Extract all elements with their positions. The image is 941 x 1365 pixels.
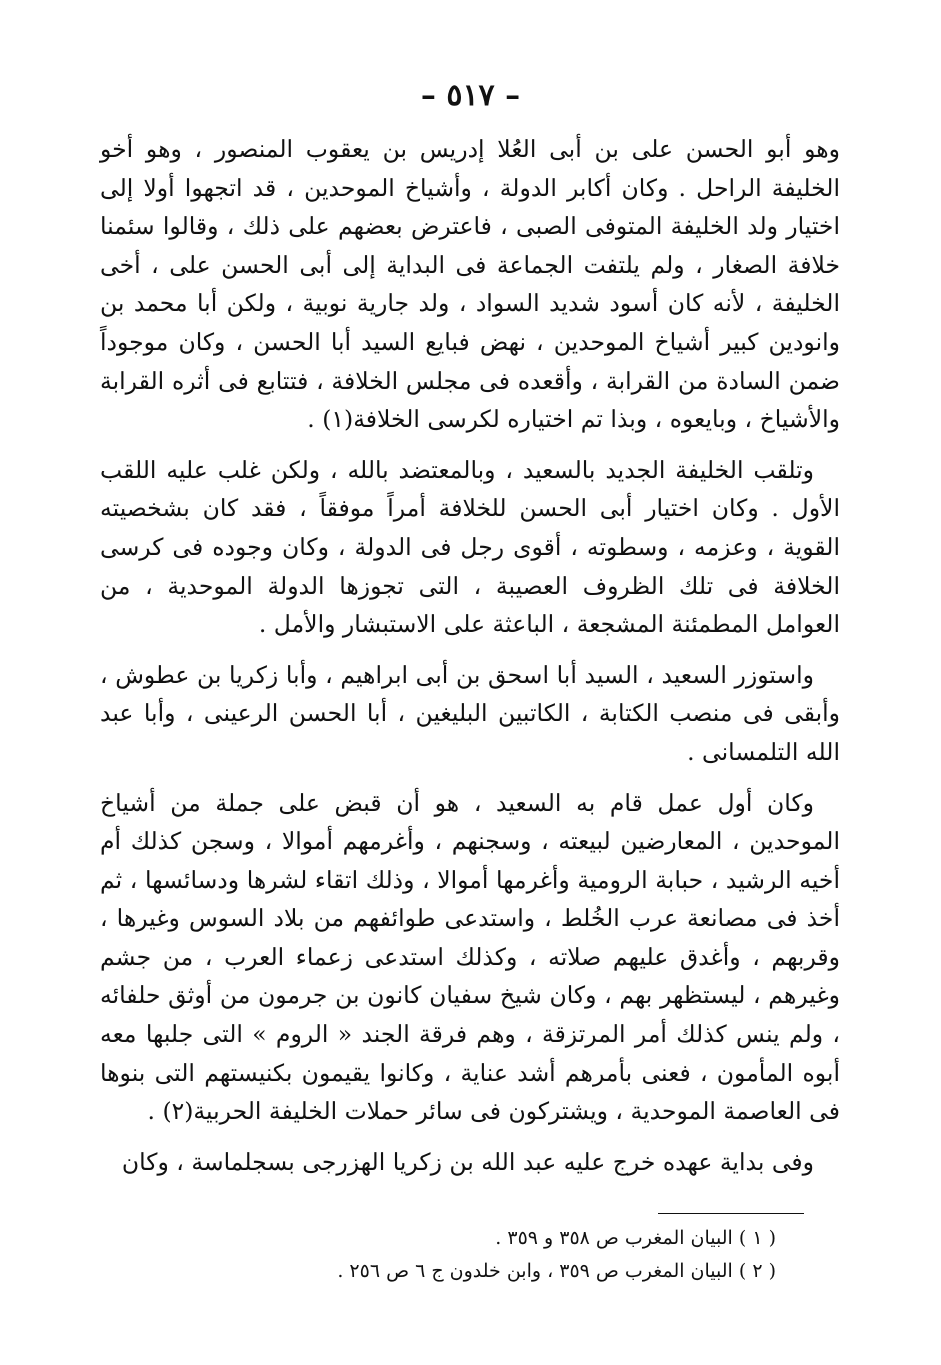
paragraph-2: وتلقب الخليفة الجديد بالسعيد ، وبالمعتضد بالله ، ولكن غلب عليه اللقب الأول . وكان اختيار أبى الحسن للخلافة أمراً موفقاً ، فقد كان بشخصيته القوية ، وعزمه ، وسطوته ، أقوى رجل فى الدولة ، وكان وجوده فى كرسى الخلافة فى تلك الظروف العصيبة ، التى تجوزها الدولة الموحدية ، من العوامل المطمئنة المشجعة ، الباعثة على الاستبشار والأمل . xyxy=(100,455,840,639)
paragraph-3: واستوزر السعيد ، السيد أبا اسحق بن أبى ابراهيم ، وأبا زكريا بن عطوش ، وأبقى فى منصب الكتابة ، الكاتبين البليغين ، أبا الحسن الرعينى ، وأبا عبد الله التلمسانى . xyxy=(100,660,840,766)
page-number: – ٥١٧ – xyxy=(420,78,521,113)
footnote-2: ( ٢ ) البيان المغرب ص ٣٥٩ ، وابن خلدون ج ٦ ص ٢٥٦ . xyxy=(337,1260,776,1282)
paragraph-1: وهو أبو الحسن على بن أبى العُلا إدريس بن يعقوب المنصور ، وهو أخو الخليفة الراحل . وكان أكابر الدولة ، وأشياخ الموحدين ، قد اتجهوا أولا إلى اختيار ولد الخليفة المتوفى الصبى ، فاعترض بعضهم على ذلك ، وقالوا سئمنا خلافة الصغار ، ولم يلتفت الجماعة فى البداية إلى أبى الحسن على ، أخى الخليفة ، لأنه كان أسود شديد السواد ، ولد جارية نوبية ، ولكن أبا محمد بن وانودين كبير أشياخ الموحدين ، نهض فبايع السيد أبا الحسن ، وكان موجوداً ضمن السادة من القرابة ، وأقعده فى مجلس الخلافة ، فتتابع فى أثره القرابة والأشياخ ، وبايعوه ، وبذا تم اختياره لكرسى الخلافة(١) . xyxy=(100,135,840,434)
footnotes xyxy=(180,1222,776,1288)
footnote-1: ( ١ ) البيان المغرب ص ٣٥٨ و ٣٥٩ . xyxy=(495,1227,776,1249)
body-text xyxy=(100,130,840,1193)
paragraph-5: وفى بداية عهده خرج عليه عبد الله بن زكريا الهزرجى بسجلماسة ، وكان xyxy=(121,1147,814,1176)
paragraph-4: وكان أول عمل قام به السعيد ، هو أن قبض على جملة من أشياخ الموحدين ، المعارضين لبيعته ، وسجنهم ، وأغرمهم أموالا ، وسجن كذلك أم أخيه الرشيد ، حبابة الرومية وأغرمها أموالا ، وذلك اتقاء لشرها ودسائسها ، ثم أخذ فى مصانعة عرب الخُلط ، واستدعى طوائفهم من بلاد السوس وغيرها ، وقربهم ، وأغدق عليهم صلاته ، وكذلك استدعى زعماء العرب ، من جشم وغيرهم ، ليستظهر بهم ، وكان شيخ سفيان كانون بن جرمون من أوثق حلفائه ، ولم ينس كذلك أمر المرتزقة ، وهم فرقة الجند « الروم » التى جلبها معه أبوه المأمون ، فعنى بأمرهم أشد عناية ، وكانوا يقيمون بكنيستهم التى بنوها فى العاصمة الموحدية ، ويشتركون فى سائر حملات الخليفة الحربية(٢) . xyxy=(100,788,840,1126)
footnote-divider xyxy=(658,1213,804,1214)
